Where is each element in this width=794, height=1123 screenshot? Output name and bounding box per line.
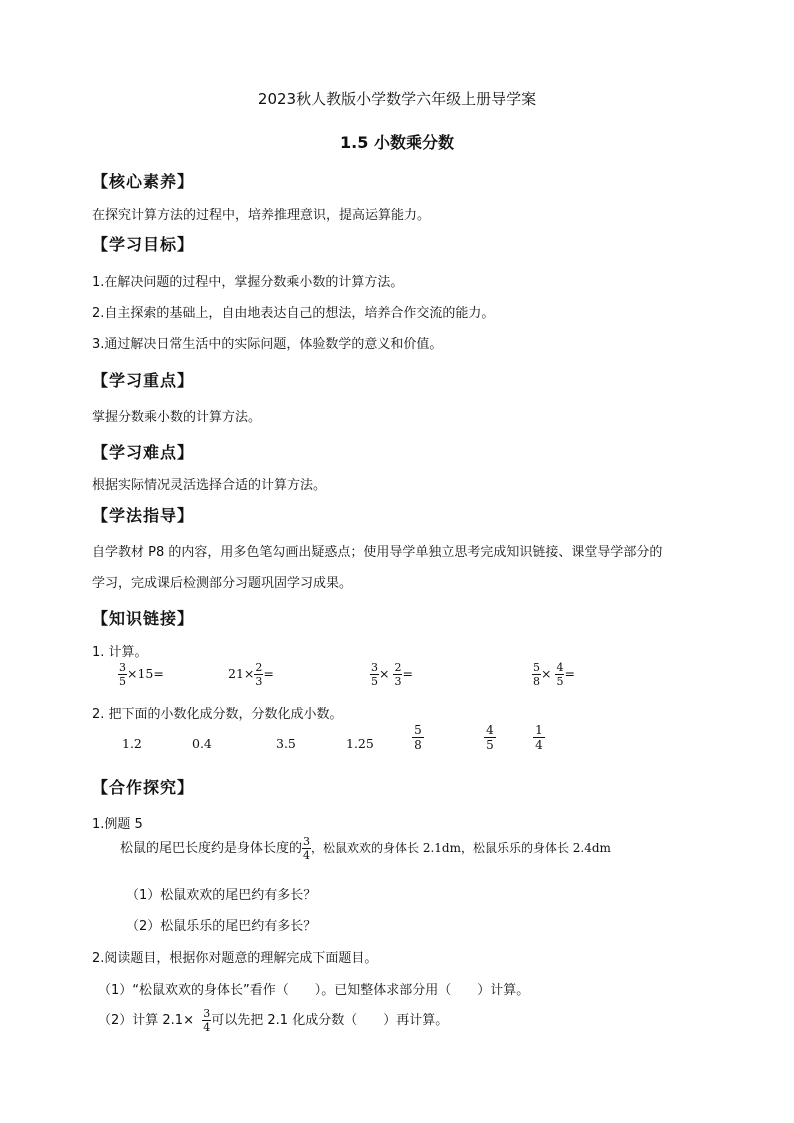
goal-item-1: 1.在解决问题的过程中，掌握分数乘小数的计算方法。 [92, 275, 404, 290]
fraction: $\frac{3}{5}$ [371, 661, 378, 688]
fraction: $\frac{5}{8}$ [533, 661, 540, 688]
page-title: 2023秋人教版小学数学六年级上册导学案 [257, 90, 537, 108]
calc-item-4: $\frac{5}{8}$ × $\frac{4}{5}$ = [533, 661, 575, 688]
fraction-item: $\frac{1}{4}$ [533, 724, 545, 751]
method-line-1: 自学教材 P8 的内容，用多色笔勾画出疑惑点；使用导学单独立思考完成知识链接、课堂导学部分的 [92, 545, 663, 560]
fraction: $\frac{2}{3}$ [255, 661, 263, 688]
goal-item-3: 3.通过解决日常生活中的实际问题，体验数学的意义和价值。 [92, 337, 443, 352]
fraction: $\frac{4}{5}$ [556, 661, 564, 688]
section-heading-core: 【核心素养】 [92, 172, 195, 191]
link-question-1: 1. 计算。 [92, 645, 148, 660]
decimal-item: 1.25 [346, 736, 374, 751]
sub-question-1: （1）松鼠欢欢的尾巴约有多长？ [126, 888, 317, 903]
fraction-item: $\frac{4}{5}$ [484, 724, 496, 751]
fill-question-2: （2）计算 2.1× $\frac{3}{4}$ 可以先把 2.1 化成分数（ ）再计算。 [98, 1007, 449, 1034]
section-heading-method: 【学法指导】 [92, 506, 195, 525]
decimal-item: 0.4 [192, 736, 212, 751]
section-heading-difficulty: 【学习难点】 [92, 443, 195, 462]
key-text: 掌握分数乘小数的计算方法。 [92, 410, 262, 425]
fill-question-1: （1）“松鼠欢欢的身体长”看作（ ）。已知整体求部分用（ ）计算。 [98, 983, 530, 998]
section-heading-link: 【知识链接】 [92, 609, 195, 628]
difficulty-text: 根据实际情况灵活选择合适的计算方法。 [92, 478, 327, 493]
reading-instruction: 2.阅读题目，根据你对题意的理解完成下面题目。 [92, 951, 378, 966]
section-heading-explore: 【合作探究】 [92, 778, 195, 797]
link-question-2: 2. 把下面的小数化成分数，分数化成小数。 [92, 707, 343, 722]
decimal-item: 3.5 [276, 736, 296, 751]
lesson-title: 1.5 小数乘分数 [340, 133, 454, 152]
method-line-2: 学习，完成课后检测部分习题巩固学习成果。 [92, 576, 353, 591]
section-heading-goals: 【学习目标】 [92, 235, 195, 254]
fraction: $\frac{3}{5}$ [119, 661, 126, 688]
section-heading-key: 【学习重点】 [92, 371, 195, 390]
problem-text: 松鼠的尾巴长度约是身体长度的 $\frac{3}{4}$ ，松鼠欢欢的身体长 2.1dm，松鼠乐乐的身体长 2.4dm [120, 835, 611, 862]
fraction-item: $\frac{5}{8}$ [412, 724, 424, 751]
example-label: 1.例题 5 [92, 817, 143, 832]
core-text: 在探究计算方法的过程中，培养推理意识，提高运算能力。 [92, 208, 431, 223]
fraction: $\frac{2}{3}$ [394, 661, 402, 688]
sub-question-2: （2）松鼠乐乐的尾巴约有多长？ [126, 919, 317, 934]
goal-item-2: 2.自主探索的基础上，自由地表达自己的想法，培养合作交流的能力。 [92, 306, 495, 321]
decimal-item: 1.2 [122, 736, 142, 751]
calc-item-3: $\frac{3}{5}$ × $\frac{2}{3}$ = [371, 661, 413, 688]
calc-item-2: 21× $\frac{2}{3}$ = [228, 661, 274, 688]
calc-item-1: $\frac{3}{5}$ ×15= [119, 661, 164, 688]
